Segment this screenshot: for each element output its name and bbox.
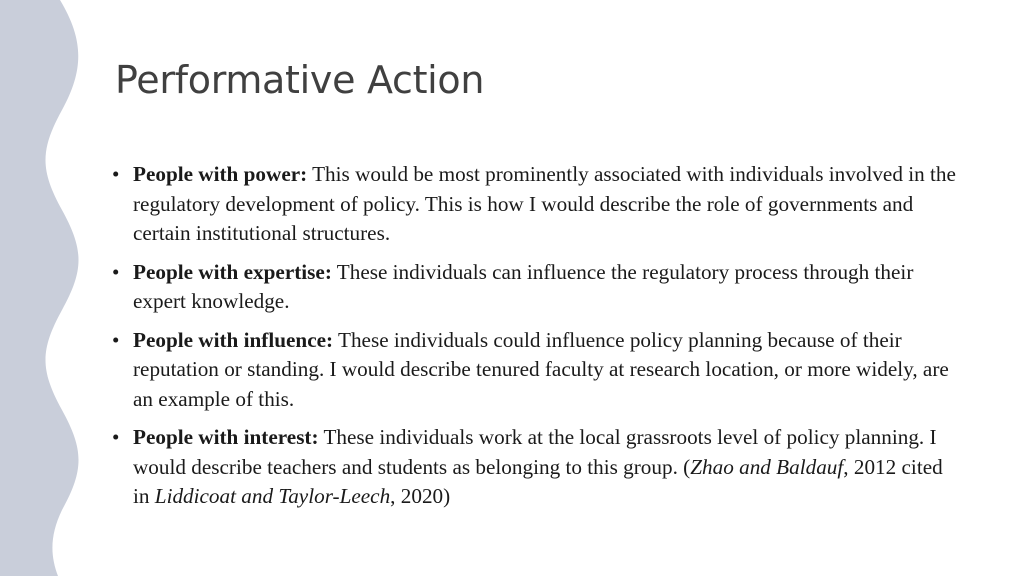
bullet-glyph: •: [112, 327, 120, 352]
citation-mid: , 2012 cited in: [133, 454, 943, 508]
bullet-lead: People with expertise:: [133, 259, 332, 284]
bullet-text: These individuals work at the local grassroots level of policy planning. I would describe teachers and students as belonging to this group. (: [133, 425, 937, 479]
bullet-lead: People with influence:: [133, 327, 334, 352]
bullet-glyph: •: [112, 259, 120, 284]
bullet-glyph: •: [112, 425, 120, 449]
slide-title: Performative Action: [115, 58, 485, 102]
citation-end: , 2020): [390, 484, 451, 508]
bullet-glyph: •: [112, 162, 120, 186]
bullet-item-power: [112, 160, 962, 249]
bullet-list: [112, 160, 962, 521]
bullet-text: This would be most prominently associated with individuals involved in the regulatory development of policy. This is how I would describe the role of governments and certain institutional structures.: [133, 162, 956, 245]
bullet-item-influence: [112, 326, 962, 415]
bullet-item-interest: [112, 423, 962, 512]
citation-author-1: Zhao and Baldauf: [690, 454, 844, 479]
bullet-lead: People with interest:: [133, 425, 319, 449]
bullet-text: These individuals could influence policy planning because of their reputation or standing. I would describe tenured faculty at research location, or more widely, are an example of this.: [133, 327, 949, 411]
decorative-wave-border: [0, 0, 80, 576]
citation-author-2: Liddicoat and Taylor-Leech: [154, 484, 391, 508]
bullet-item-expertise: [112, 258, 962, 317]
bullet-lead: People with power:: [133, 162, 308, 186]
bullet-text: These individuals can influence the regulatory process through their expert knowledge.: [133, 259, 914, 313]
